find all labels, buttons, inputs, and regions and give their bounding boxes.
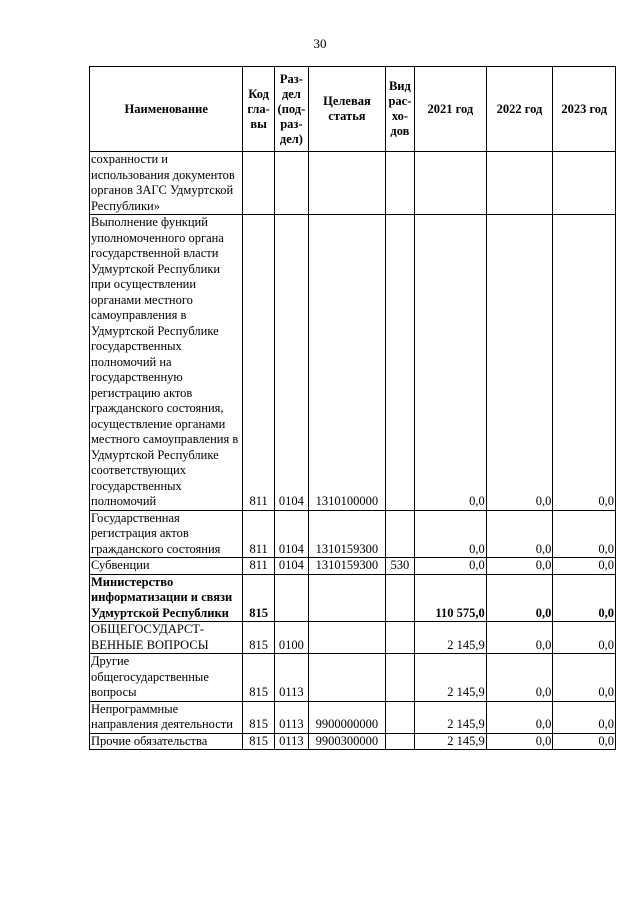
header-razdel: Раз-дел (под-раз-дел) xyxy=(274,67,308,152)
row-2021: 2 145,9 xyxy=(415,701,487,733)
header-2021: 2021 год xyxy=(415,67,487,152)
row-vid xyxy=(385,701,414,733)
table-row xyxy=(90,558,616,575)
row-vid xyxy=(385,152,414,215)
row-vid xyxy=(385,574,414,622)
row-vid xyxy=(385,510,414,558)
row-2022 xyxy=(486,152,553,215)
row-2021: 110 575,0 xyxy=(415,574,487,622)
row-2023: 0,0 xyxy=(553,654,616,702)
row-celevaya xyxy=(309,654,386,702)
row-2022: 0,0 xyxy=(486,215,553,511)
row-2023: 0,0 xyxy=(553,558,616,575)
row-name: ОБЩЕГОСУДАРСТ-ВЕННЫЕ ВОПРОСЫ xyxy=(90,622,243,654)
row-razdel: 0104 xyxy=(274,510,308,558)
row-vid xyxy=(385,654,414,702)
row-2021: 2 145,9 xyxy=(415,733,487,750)
row-name: Другие общегосударственные вопросы xyxy=(90,654,243,702)
row-razdel: 0100 xyxy=(274,622,308,654)
row-razdel: 0113 xyxy=(274,701,308,733)
row-2023: 0,0 xyxy=(553,574,616,622)
row-name: Министерство информатизации и связи Удмуртской Республики xyxy=(90,574,243,622)
row-name: сохранности и использования документов органов ЗАГС Удмуртской Республики» xyxy=(90,152,243,215)
row-glava: 815 xyxy=(243,574,274,622)
row-2023 xyxy=(553,152,616,215)
row-2022: 0,0 xyxy=(486,558,553,575)
row-razdel xyxy=(274,152,308,215)
row-glava: 815 xyxy=(243,622,274,654)
row-glava: 811 xyxy=(243,558,274,575)
row-razdel: 0113 xyxy=(274,733,308,750)
row-glava: 815 xyxy=(243,733,274,750)
header-celevaya: Целевая статья xyxy=(309,67,386,152)
row-vid xyxy=(385,215,414,511)
row-vid xyxy=(385,733,414,750)
row-2021 xyxy=(415,152,487,215)
row-2022: 0,0 xyxy=(486,733,553,750)
row-celevaya: 9900000000 xyxy=(309,701,386,733)
row-name: Непрограммные направления деятельности xyxy=(90,701,243,733)
row-2021: 0,0 xyxy=(415,510,487,558)
row-glava xyxy=(243,152,274,215)
row-2022: 0,0 xyxy=(486,622,553,654)
table-row xyxy=(90,574,616,622)
header-2023: 2023 год xyxy=(553,67,616,152)
row-2023: 0,0 xyxy=(553,701,616,733)
row-razdel: 0104 xyxy=(274,215,308,511)
row-2023: 0,0 xyxy=(553,733,616,750)
page-number: 30 xyxy=(313,36,327,51)
row-vid xyxy=(385,622,414,654)
row-name: Прочие обязательства xyxy=(90,733,243,750)
row-celevaya: 9900300000 xyxy=(309,733,386,750)
row-glava: 815 xyxy=(243,701,274,733)
table-row xyxy=(90,622,616,654)
row-2021: 2 145,9 xyxy=(415,654,487,702)
table-row xyxy=(90,215,616,511)
table-row xyxy=(90,510,616,558)
row-2021: 0,0 xyxy=(415,215,487,511)
table-header-row xyxy=(90,67,616,152)
row-2023: 0,0 xyxy=(553,510,616,558)
table-row xyxy=(90,152,616,215)
header-2022: 2022 год xyxy=(486,67,553,152)
row-razdel: 0104 xyxy=(274,558,308,575)
budget-table xyxy=(89,66,616,750)
row-name: Субвенции xyxy=(90,558,243,575)
row-2023: 0,0 xyxy=(553,622,616,654)
row-glava: 811 xyxy=(243,215,274,511)
table-row xyxy=(90,701,616,733)
row-glava: 811 xyxy=(243,510,274,558)
header-vid: Вид рас-хо-дов xyxy=(385,67,414,152)
row-2023: 0,0 xyxy=(553,215,616,511)
row-celevaya: 1310159300 xyxy=(309,558,386,575)
row-celevaya: 1310159300 xyxy=(309,510,386,558)
header-glava: Код гла-вы xyxy=(243,67,274,152)
row-celevaya xyxy=(309,574,386,622)
table-row xyxy=(90,733,616,750)
table-row xyxy=(90,654,616,702)
row-name: Выполнение функций уполномоченного органа государственной власти Удмуртской Республики при осуществлении органами местного самоуправления в Удмуртской Республике государственных полномочий на государственную регистрацию актов гражданского состояния, осуществление органами местного самоуправления в Удмуртской Республике соответствующих государственных полномочий xyxy=(90,215,243,511)
row-2022: 0,0 xyxy=(486,701,553,733)
row-glava: 815 xyxy=(243,654,274,702)
row-celevaya: 1310100000 xyxy=(309,215,386,511)
row-celevaya xyxy=(309,152,386,215)
row-2021: 2 145,9 xyxy=(415,622,487,654)
row-razdel: 0113 xyxy=(274,654,308,702)
row-2022: 0,0 xyxy=(486,510,553,558)
row-2022: 0,0 xyxy=(486,654,553,702)
row-2021: 0,0 xyxy=(415,558,487,575)
row-2022: 0,0 xyxy=(486,574,553,622)
header-name: Наименование xyxy=(90,67,243,152)
row-name: Государственная регистрация актов гражданского состояния xyxy=(90,510,243,558)
row-vid: 530 xyxy=(385,558,414,575)
row-celevaya xyxy=(309,622,386,654)
row-razdel xyxy=(274,574,308,622)
